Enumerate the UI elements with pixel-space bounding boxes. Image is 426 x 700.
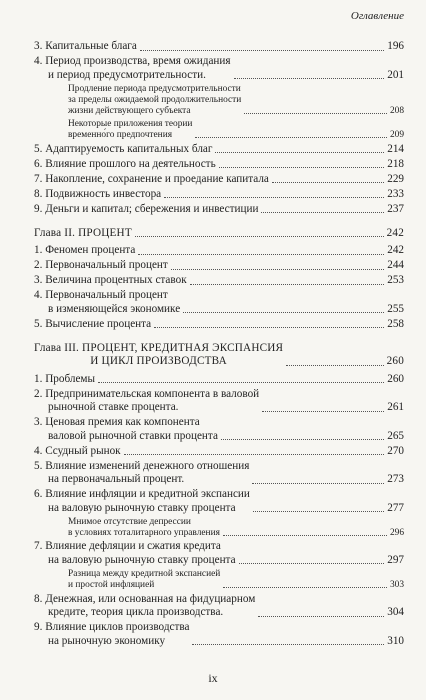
toc-entry xyxy=(34,540,404,567)
entry-title-line: Некоторые приложения теории xyxy=(68,118,193,129)
entry-title xyxy=(34,203,258,217)
entry-title-line: кредите, теория цикла производства. xyxy=(48,606,224,619)
dot-leader xyxy=(244,113,387,114)
toc-entry xyxy=(34,318,404,332)
entry-title xyxy=(34,55,231,82)
entry-page-number: 261 xyxy=(387,401,404,414)
entry-page-number: 214 xyxy=(387,142,404,155)
entry-page-number: 265 xyxy=(387,429,404,442)
toc-entry xyxy=(34,388,404,415)
entry-title-line: 2. Предпринимательская компонента в валовой xyxy=(34,387,260,400)
entry-title xyxy=(34,445,121,459)
section-gap xyxy=(34,218,404,227)
toc-entry xyxy=(34,143,404,157)
dot-leader xyxy=(262,411,384,412)
toc-entry xyxy=(34,158,404,172)
entry-title-line: 4. Ссудный рынок xyxy=(34,444,121,457)
dot-leader xyxy=(140,50,384,51)
dot-leader xyxy=(253,511,384,512)
entry-page-number: 273 xyxy=(387,473,404,486)
entry-title-line: за пределы ожидаемой продолжительности xyxy=(68,94,242,105)
entry-page-number: 310 xyxy=(387,634,404,647)
toc-entry xyxy=(34,259,404,273)
entry-page-number: 304 xyxy=(387,606,404,619)
entry-page-number: 209 xyxy=(389,129,404,140)
entry-title-line: 3. Ценовая премия как компонента xyxy=(34,416,200,429)
entry-title xyxy=(68,569,220,591)
toc-entry xyxy=(34,593,404,620)
dot-leader xyxy=(154,327,384,328)
toc-entry xyxy=(34,289,404,316)
toc-entry xyxy=(34,445,404,459)
entry-title-line: временно́го предпочтения xyxy=(68,129,173,140)
dot-leader xyxy=(272,182,384,183)
chapter-entry xyxy=(34,227,404,241)
toc-entry xyxy=(34,203,404,217)
dot-leader xyxy=(286,365,383,366)
entry-title-line: Разница между кредитной экспансией xyxy=(68,568,221,579)
entry-title xyxy=(34,227,132,241)
entry-title-line: Мнимое отсутствие депрессии xyxy=(68,516,191,527)
entry-title-line: 5. Влияние изменений денежного отношения xyxy=(34,459,250,472)
dot-leader xyxy=(252,483,384,484)
entry-title-line: и период предусмотрительности. xyxy=(48,68,206,81)
entry-title-line: на первоначальный процент. xyxy=(48,473,185,486)
entry-page-number: 244 xyxy=(387,259,404,272)
chapter-entry xyxy=(34,342,404,369)
entry-title xyxy=(34,188,161,202)
entry-title-line: на рыночную экономику xyxy=(48,634,166,647)
entry-title-line: 2. Первоначальный процент xyxy=(34,259,168,272)
toc-subentry xyxy=(34,119,404,141)
entry-page-number: 237 xyxy=(387,202,404,215)
entry-title-line: и простой инфляцией xyxy=(68,580,155,591)
dot-leader xyxy=(215,152,384,153)
dot-leader xyxy=(124,454,385,455)
entry-page-number: 260 xyxy=(387,372,404,385)
entry-page-number: 196 xyxy=(387,40,404,52)
entry-title xyxy=(68,517,220,539)
entry-title xyxy=(68,84,241,118)
entry-title xyxy=(34,289,180,316)
entry-title xyxy=(34,143,212,157)
toc-subentry xyxy=(34,84,404,118)
toc-entry xyxy=(34,188,404,202)
entry-title-line: 7. Накопление, сохранение и проедание капитала xyxy=(34,172,269,185)
entry-page-number: 303 xyxy=(389,580,404,591)
table-of-contents xyxy=(34,40,404,650)
entry-title xyxy=(34,259,168,273)
entry-page-number: 242 xyxy=(386,226,404,239)
entry-page-number: 258 xyxy=(387,317,404,330)
entry-title xyxy=(34,540,236,567)
dot-leader xyxy=(234,78,385,79)
entry-title-line: И ЦИКЛ ПРОИЗВОДСТВА xyxy=(90,355,227,368)
entry-title-line: 4. Первоначальный процент xyxy=(34,289,168,302)
dot-leader xyxy=(183,312,384,313)
toc-entry xyxy=(34,173,404,187)
entry-title-line: Глава III. ПРОЦЕНТ, КРЕДИТНАЯ ЭКСПАНСИЯ xyxy=(34,341,284,354)
entry-page-number: 297 xyxy=(387,553,404,566)
entry-page-number: 270 xyxy=(387,444,404,457)
entry-page-number: 218 xyxy=(387,157,404,170)
dot-leader xyxy=(192,644,384,645)
entry-title-line: рыночной ставке процента. xyxy=(48,401,179,414)
dot-leader xyxy=(98,382,384,383)
dot-leader xyxy=(135,236,384,237)
entry-title xyxy=(34,158,216,172)
running-header: Оглавление xyxy=(350,10,404,22)
dot-leader xyxy=(239,563,385,564)
entry-title-line: 9. Деньги и капитал; сбережения и инвестиции xyxy=(34,202,259,215)
entry-title-line: 5. Вычисление процента xyxy=(34,317,152,330)
entry-title xyxy=(34,593,255,620)
entry-title-line: 9. Влияние циклов производства xyxy=(34,621,190,634)
entry-title xyxy=(34,342,283,369)
entry-title xyxy=(34,373,95,387)
entry-title xyxy=(68,119,192,141)
toc-entry xyxy=(34,244,404,258)
toc-subentry xyxy=(34,517,404,539)
entry-page-number: 260 xyxy=(386,355,404,368)
entry-title-line: валовой рыночной ставки процента xyxy=(48,429,218,442)
entry-title xyxy=(34,318,151,332)
entry-title-line: в условиях тоталитарного управления xyxy=(68,527,220,538)
toc-entry xyxy=(34,488,404,515)
dot-leader xyxy=(223,535,387,536)
entry-title-line: 6. Влияние инфляции и кредитной экспансии xyxy=(34,488,250,501)
entry-title-line: 1. Проблемы xyxy=(34,372,96,385)
entry-title-line: 3. Капитальные блага xyxy=(34,40,137,52)
entry-page-number: 255 xyxy=(387,302,404,315)
toc-entry xyxy=(34,274,404,288)
entry-title xyxy=(34,40,137,54)
entry-page-number: 201 xyxy=(387,68,404,81)
dot-leader xyxy=(258,616,384,617)
entry-title-line: 8. Денежная, или основанная на фидуциарном xyxy=(34,592,256,605)
dot-leader xyxy=(223,587,387,588)
entry-title xyxy=(34,488,250,515)
dot-leader xyxy=(171,269,384,270)
entry-page-number: 242 xyxy=(387,244,404,257)
entry-page-number: 208 xyxy=(389,105,404,116)
entry-title xyxy=(34,460,249,487)
entry-title-line: 3. Величина процентных ставок xyxy=(34,274,187,287)
entry-title-line: 5. Адаптируемость капитальных благ xyxy=(34,142,213,155)
entry-title xyxy=(34,416,218,443)
toc-entry xyxy=(34,621,404,648)
dot-leader xyxy=(190,284,385,285)
entry-title-line: в изменяющейся экономике xyxy=(48,302,181,315)
entry-title-line: 6. Влияние прошлого на деятельность xyxy=(34,157,216,170)
entry-title xyxy=(34,621,189,648)
dot-leader xyxy=(221,439,384,440)
entry-title xyxy=(34,244,135,258)
dot-leader xyxy=(138,254,384,255)
entry-title-line: Глава II. ПРОЦЕНТ xyxy=(34,226,132,239)
dot-leader xyxy=(195,137,386,138)
entry-title-line: 1. Феномен процента xyxy=(34,244,136,257)
page-number: ix xyxy=(208,671,218,685)
entry-title-line: жизни действующего субъекта xyxy=(68,105,191,116)
toc-entry xyxy=(34,40,404,54)
entry-title xyxy=(34,173,269,187)
entry-page-number: 229 xyxy=(387,172,404,185)
entry-title xyxy=(34,274,187,288)
entry-title-line: 7. Влияние дефляции и сжатия кредита xyxy=(34,540,221,553)
entry-title xyxy=(34,388,259,415)
toc-entry xyxy=(34,460,404,487)
entry-page-number: 296 xyxy=(389,527,404,538)
dot-leader xyxy=(164,197,384,198)
entry-title-line: на валовую рыночную ставку процента xyxy=(48,501,236,514)
entry-title-line: 8. Подвижность инвестора xyxy=(34,187,162,200)
entry-page-number: 233 xyxy=(387,187,404,200)
entry-title-line: на валовую рыночную ставку процента xyxy=(48,553,236,566)
entry-page-number: 253 xyxy=(387,274,404,287)
toc-entry xyxy=(34,373,404,387)
entry-page-number: 277 xyxy=(387,501,404,514)
section-gap xyxy=(34,333,404,342)
entry-title-line: Продление периода предусмотрительности xyxy=(68,83,241,94)
dot-leader xyxy=(261,212,384,213)
toc-entry xyxy=(34,55,404,82)
toc-entry xyxy=(34,416,404,443)
entry-title-line: 4. Период производства, время ожидания xyxy=(34,55,231,67)
dot-leader xyxy=(219,167,385,168)
toc-subentry xyxy=(34,569,404,591)
